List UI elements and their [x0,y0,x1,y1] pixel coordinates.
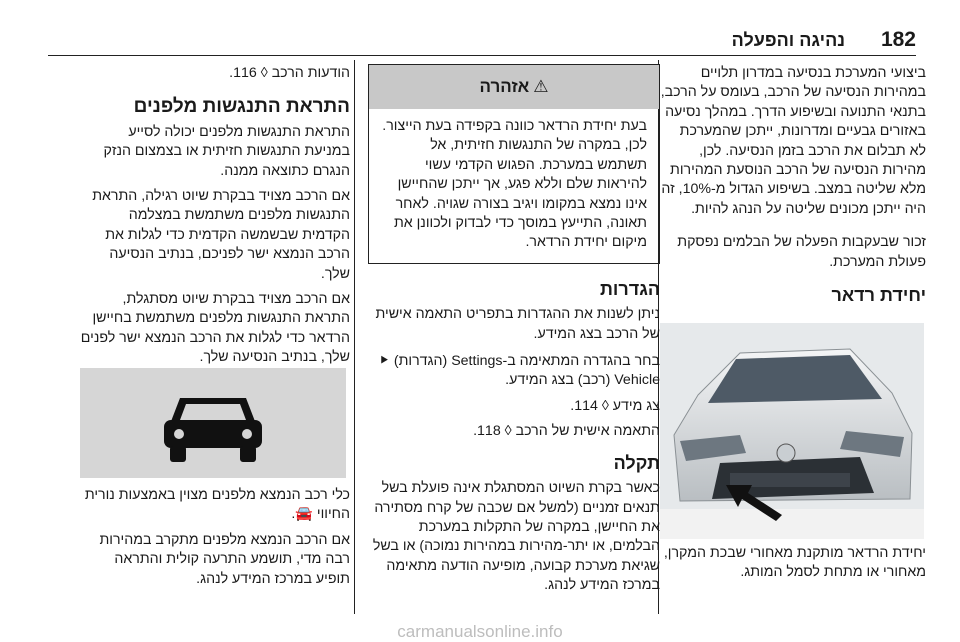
heading-settings: הגדרות [600,278,660,299]
fault-paragraph: כאשר בקרת השיוט המסתגלת אינה פועלת בשל תנאים זמניים (למשל אם שכבה של קרח מסתירה את החיישן, במקרה של התקלות במערכת הבלמים, או יתר-מהירות במהירות נמוכה) או בשל שגיאת מערכת קבועה, מופיעה הודעה מתאימה במרכז המידע לנהג. [372,480,660,594]
vehicle-messages-ref: הודעות הרכב ◊ 116. [229,65,350,81]
car-front-icon [80,368,346,478]
settings-paragraph-1: ניתן לשנות את ההגדרות בתפריט התאמה אישית של הרכב בצג המידע. [375,306,660,342]
page-number: 182 [880,28,916,51]
car-front-photo [660,323,924,539]
fca-paragraph-3: אם הרכב מצויד בבקרת שיוט מסתגלת, התראת התנגשות מלפנים משתמשת בחיישן הרדאר כדי לגלות את הרכב הנמצא ישר לפנים שלך, בנתיב הנסיעה שלך. [80,291,350,366]
column-right [660,64,926,305]
settings-ref-info-display: צג מידע ◊ 114. [570,397,660,414]
column-left [80,64,350,368]
warning-triangle-icon: ⚠ [533,77,549,97]
heading-fault: תקלה [613,452,660,473]
caption-text: יחידת הרדאר מותקנת מאחורי שבכת המקרן, מאחורי או מתחת לסמל המותג. [663,545,926,581]
arrow-icon [718,473,788,523]
fca-paragraph-1: התראת התנגשות מלפנים יכולה לסייע במניעת התנגשות חזיתית או בצמצום הנזק הנגרם כתוצאה ממנה. [103,123,350,179]
paragraph-performance: ביצועי המערכת בנסיעה במדרון תלויים במהירות הנסיעה של הרכב, בעומס על הרכב, בתנאי התנועה ובשיפוע הדרך. במהלך נסיעה באזורים גבעיים ומדרונות, ייתכן שהמערכת לא תבלום את הרכב בזמן הנסיעה. לכן, מהירות הנסיעה של הרכב הנוסעת המהירות מלא שליטה במצב. בשיפוע הגדול מ-10%, זה היה ייתכן מכונים שליטה על הנהג להיות. [660,65,926,217]
car-indicator-icon: 🚘 [295,506,313,523]
watermark: carmanualsonline.info [397,622,563,641]
header-rule [48,55,916,56]
settings-paragraph-2: בחר בהגדרה המתאימה ב-Settings (הגדרות) ⯈ Vehicle (רכב) בצג המידע. [378,353,660,389]
column-left-bottom [80,486,350,589]
fca-paragraph-4-text: כלי רכב הנמצא מלפנים מצוין באמצעות נורית החיווי [84,487,350,523]
photo-caption [660,544,926,583]
page-title: נהיגה והפעלה [731,30,845,50]
fca-paragraph-2: אם הרכב מצויד בבקרת שיוט רגילה, התראת התנגשות מלפנים משתמשת במצלמה הקדמית שבשמשה הקדמית כדי לגלות את הרכב הנמצא ישר לפניכם, בנתיב הנסיעה שלך. [92,188,350,282]
fca-paragraph-4: כלי רכב הנמצא מלפנים מצוין באמצעות נורית החיווי 🚘. [84,487,350,523]
fca-paragraph-5: אם הרכב הנמצא מלפנים מתקרב במהירות רבה מדי, תושמע התרעה קולית והתראה תופיע במרכז המידע לנהג. [99,531,350,587]
warning-body: בעת יחידת הרדאר כוונה בקפידה בעת הייצור. לכן, במקרה של התנגשות חזיתית, אל תשתמש במערכת. הפגוש הקדמי עשוי להיראות שלם וללא פגע, אך ייתכן שהחיישן אינו נמצא במקומו ויגיב בצורה שגויה. לאחר תאונה, התייעץ במוסך כדי לבדוק ולכוונן את מיקום יחידת הרדאר. [382,118,647,251]
heading-radar-unit: יחידת רדאר [831,285,926,306]
page-header [0,0,960,50]
column-middle [368,64,660,596]
column-separator [354,60,355,614]
settings-ref-personalisation: התאמה אישית של הרכב ◊ 118. [473,423,660,440]
warning-header [369,65,659,109]
warning-box [368,64,660,264]
paragraph-brakes: זכור שבעקבות הפעלה של הבלמים נפסקת פעולת המערכת. [677,234,926,270]
heading-forward-collision-alert: התראת התנגשות מלפנים [133,96,350,118]
warning-title: אזהרה [479,77,530,97]
